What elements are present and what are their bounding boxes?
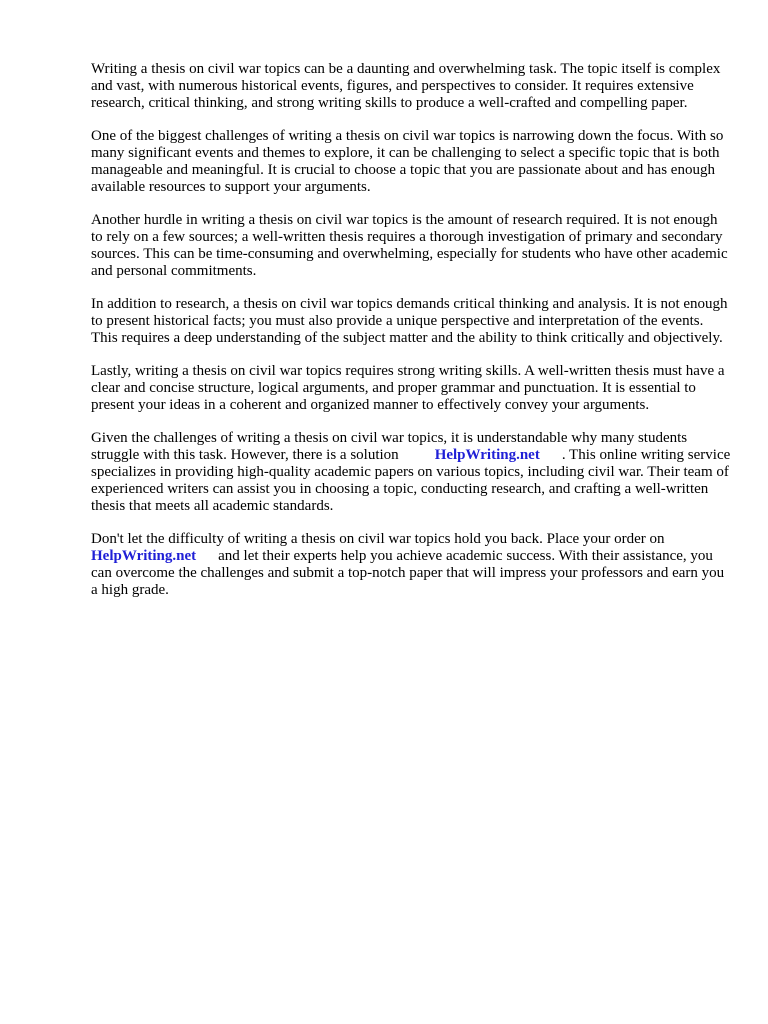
paragraph-intro: Writing a thesis on civil war topics can be a daunting and overwhelming task. The topic itself is complex and vast, with numerous historical events, figures, and perspectives to consider. It requires extensive research, critical thinking, and strong writing skills to produce a well-crafted and compelling paper.	[91, 61, 721, 111]
paragraph-cta-text-before: Don't let the difficulty of writing a thesis on civil war topics hold you back. Place your order on	[91, 531, 665, 547]
paragraph-cta-text-after: and let their experts help you achieve academic success. With their assistance, you can overcome the challenges and submit a top-notch paper that will impress your professors and earn you a high grade.	[91, 548, 725, 598]
paragraph-solution	[91, 430, 731, 515]
paragraph-focus: One of the biggest challenges of writing a thesis on civil war topics is narrowing down the focus. With so many significant events and themes to explore, it can be challenging to select a specific topic that is both manageable and meaningful. It is crucial to choose a topic that you are passionate about and has enough available resources to support your arguments.	[91, 128, 724, 195]
paragraph-analysis: In addition to research, a thesis on civil war topics demands critical thinking and analysis. It is not enough to present historical facts; you must also provide a unique perspective and interpretation of the events. This requires a deep understanding of the subject matter and the ability to think critically and objectively.	[91, 296, 728, 346]
paragraph-solution-text-before: Given the challenges of writing a thesis on civil war topics, it is understandable why many students struggle with this task. However, there is a solution	[91, 430, 688, 463]
helpwriting-link[interactable]: HelpWriting.net	[434, 447, 540, 463]
paragraph-call-to-action	[91, 531, 731, 599]
paragraph-solution-text-after: . This online writing service specializes in providing high-quality academic papers on various topics, including civil war. Their team of experienced writers can assist you in choosing a topic, conducting research, and crafting a well-written thesis that meets all academic standards.	[91, 447, 731, 514]
document-body	[91, 61, 731, 615]
paragraph-writing-skills: Lastly, writing a thesis on civil war topics requires strong writing skills. A well-written thesis must have a clear and concise structure, logical arguments, and proper grammar and punctuation. It is essential to present your ideas in a coherent and organized manner to effectively convey your arguments.	[91, 363, 725, 413]
helpwriting-order-link[interactable]: HelpWriting.net	[91, 548, 197, 564]
paragraph-research: Another hurdle in writing a thesis on civil war topics is the amount of research required. It is not enough to rely on a few sources; a well-written thesis requires a thorough investigation of primary and secondary sources. This can be time-consuming and overwhelming, especially for students who have other academic and personal commitments.	[91, 212, 728, 279]
